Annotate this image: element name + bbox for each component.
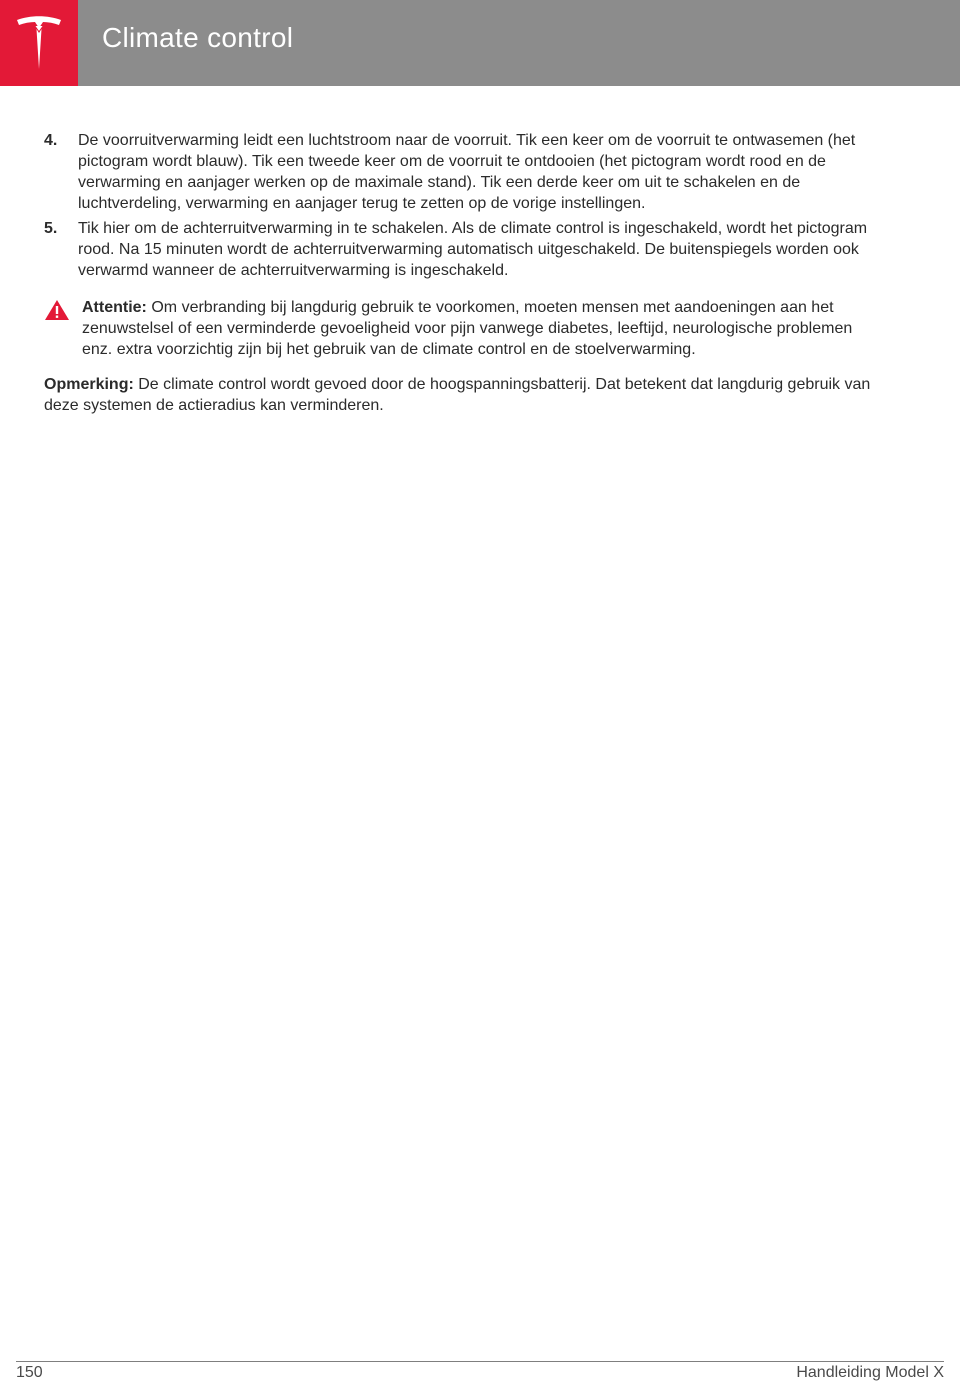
note-label: Opmerking: xyxy=(44,376,134,393)
list-item-number: 4. xyxy=(44,132,58,149)
warning-callout xyxy=(44,297,874,360)
tesla-logo-icon xyxy=(14,16,64,70)
list-item-number: 5. xyxy=(44,220,58,237)
list-item-text: De voorruitverwarming leidt een luchtstroom naar de voorruit. Tik een keer om de voorruit te ontwasemen (het pictogram wordt blauw). Tik een tweede keer om de voorruit te ontdooien (het pictogram wordt rood en de verwarming en aanjager werken op de maximale stand). Tik een derde keer om uit te schakelen en de luchtverdeling, verwarming en aanjager terug te zetten op de vorige instellingen. xyxy=(78,132,856,212)
brand-logo xyxy=(0,0,78,86)
page-header xyxy=(0,0,960,86)
page-title: Climate control xyxy=(102,22,294,53)
warning-triangle-icon xyxy=(44,299,70,321)
footer-divider xyxy=(16,1361,944,1362)
warning-label: Attentie: xyxy=(82,299,147,316)
page-number: 150 xyxy=(16,1364,43,1381)
list-item xyxy=(44,130,874,214)
list-item-text: Tik hier om de achterruitverwarming in te schakelen. Als de climate control is ingeschakeld, wordt het pictogram rood. Na 15 minuten wordt de achterruitverwarming automatisch uitgeschakeld. De buitenspiegels worden ook verwarmd wanneer de achterruitverwarming is ingeschakeld. xyxy=(78,220,868,279)
page-content xyxy=(44,130,874,416)
list-item xyxy=(44,218,874,281)
warning-text: Om verbranding bij langdurig gebruik te voorkomen, moeten mensen met aandoeningen aan het zenuwstelsel of een verminderde gevoeligheid voor pijn vanwege diabetes, leeftijd, neurologische problemen enz. extra voorzichtig zijn bij het gebruik van de climate control en de stoelverwarming. xyxy=(82,299,853,358)
document-name: Handleiding Model X xyxy=(796,1364,944,1381)
note-text: De climate control wordt gevoed door de hoogspanningsbatterij. Dat betekent dat langdurig gebruik van deze systemen de actieradius kan verminderen. xyxy=(44,376,871,414)
note-paragraph xyxy=(44,374,874,416)
